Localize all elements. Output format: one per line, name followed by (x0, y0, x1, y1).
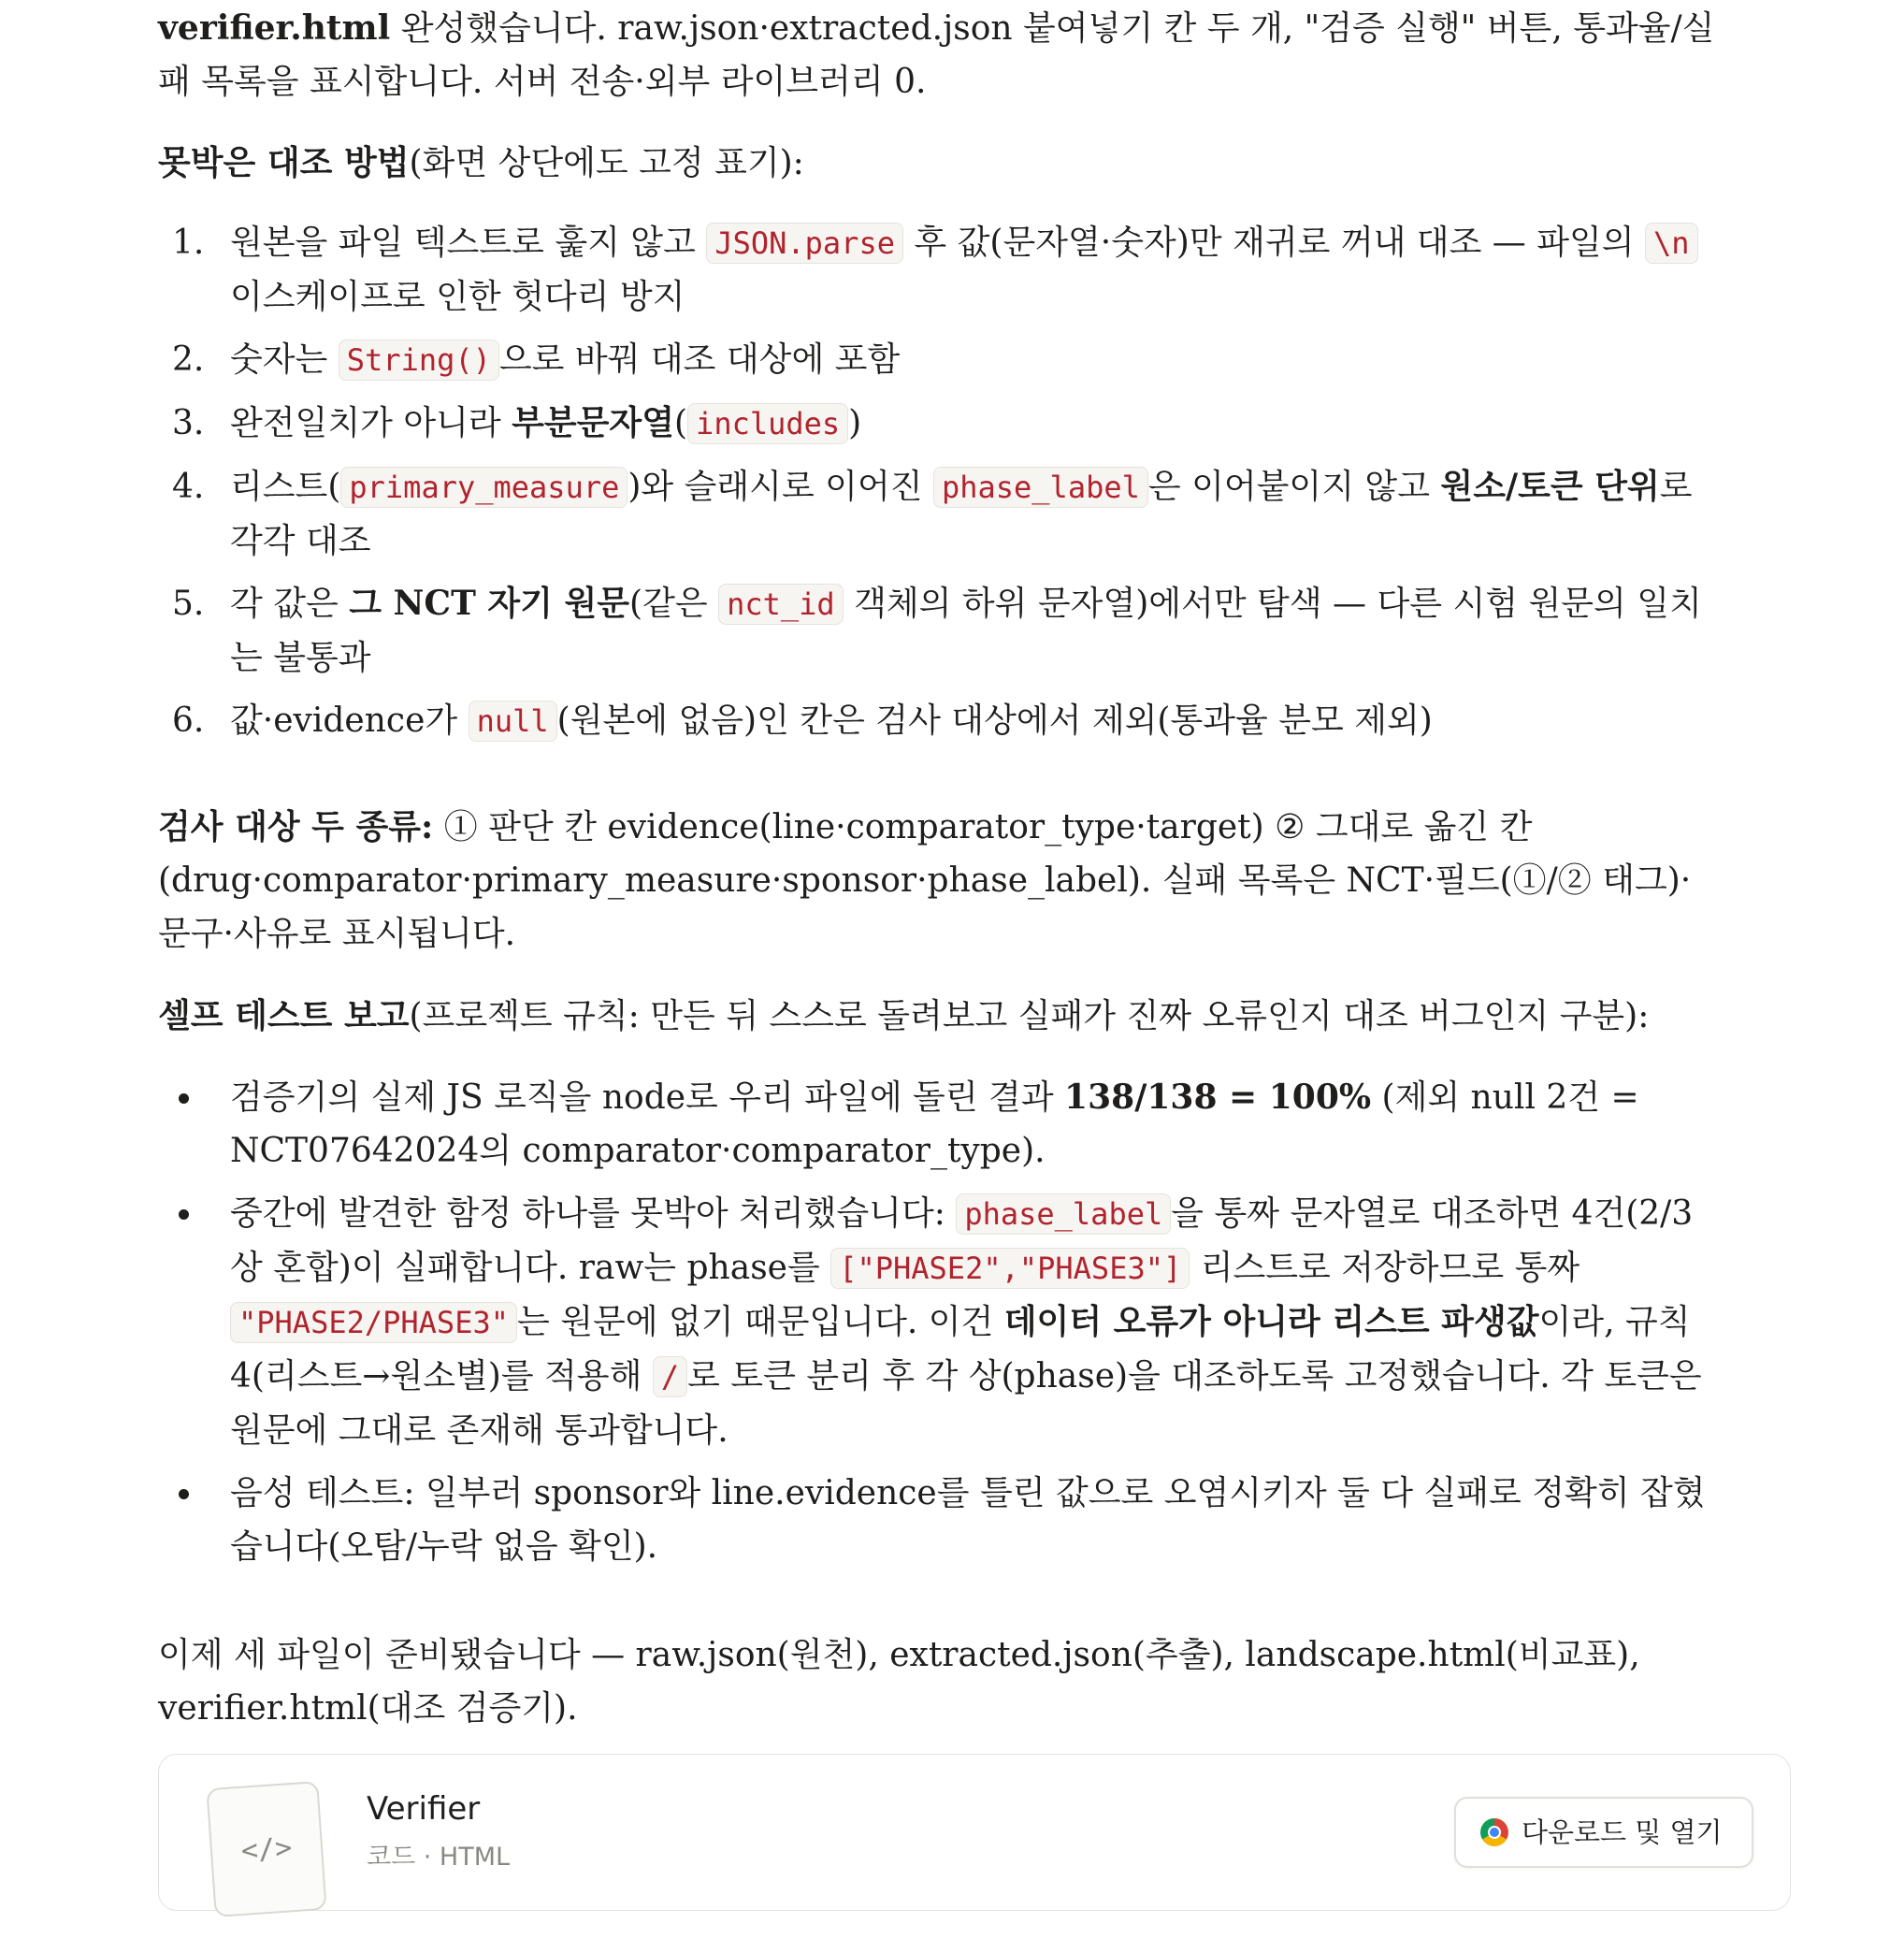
method-item-text: 이스케이프로 인한 헛다리 방지 (230, 278, 685, 316)
bullet-text: (제외 null 2건 = NCT07642024의 comparator·comparator_type). (230, 1078, 1639, 1170)
list-number: 6. (172, 701, 205, 740)
artifact-card[interactable] (158, 1754, 1791, 1911)
bullet-text: 는 원문에 없기 때문입니다. 이건 (516, 1303, 1004, 1341)
bullet-text: 중간에 발견한 함정 하나를 못박아 처리했습니다: (230, 1194, 957, 1233)
selftest-heading-rest: (프로젝트 규칙: 만든 뒤 스스로 돌려보고 실패가 진짜 오류인지 대조 버그인지 구분): (409, 997, 1650, 1035)
method-item-5 (158, 577, 1720, 685)
bullet-dot (179, 1209, 189, 1220)
inline-code: null (469, 701, 557, 742)
list-number: 2. (172, 340, 205, 379)
method-item-text: 값·evidence가 (230, 701, 469, 740)
bullet-bold: 138/138 = 100% (1064, 1077, 1372, 1117)
method-item-text: 은 이어붙이지 않고 (1147, 468, 1441, 506)
list-number: 1. (172, 224, 205, 262)
method-item-3 (158, 397, 1720, 451)
method-item-text: 원본을 파일 텍스트로 훑지 않고 (230, 224, 707, 262)
method-item-text: 로 각각 대조 (230, 468, 1693, 560)
inline-code: phase_label (933, 467, 1148, 508)
inline-code: ["PHASE2","PHASE3"] (830, 1248, 1190, 1289)
bullet-text: 음성 테스트: 일부러 sponsor와 line.evidence를 틀린 값으로 오염시키자 둘 다 실패로 정확히 잡혔습니다(오탐/누락 없음 확인). (230, 1474, 1706, 1566)
method-item-6 (158, 694, 1720, 748)
selftest-heading (158, 990, 1720, 1043)
targets-paragraph (158, 801, 1720, 961)
method-item-text: ( (674, 404, 688, 442)
bullet-text: 리스트로 저장하므로 통짜 (1190, 1249, 1580, 1287)
method-item-bold: 그 NCT 자기 원문 (349, 584, 630, 623)
method-heading-rest: (화면 상단에도 고정 표기): (409, 144, 804, 182)
outro-paragraph: 이제 세 파일이 준비됐습니다 — raw.json(원천), extracted.json(추출), landscape.html(비교표), verifier.html(대조 검증기). (158, 1636, 1640, 1728)
method-item-text: 객체의 하위 문자열)에서만 탐색 — 다른 시험 원문의 일치는 불통과 (230, 585, 1702, 677)
intro-filename: verifier.html (158, 8, 391, 48)
method-item-bold: 부분문자열 (512, 403, 674, 442)
bullet-text: 검증기의 실제 JS 로직을 node로 우리 파일에 돌린 결과 (230, 1078, 1065, 1117)
bullet-dot (179, 1093, 189, 1104)
selftest-list (158, 1071, 1720, 1573)
method-item-text: 완전일치가 아니라 (230, 404, 512, 442)
bullet-text: 을 통짜 문자열로 대조하면 4건(2/3상 혼합)이 실패합니다. raw는 phase를 (230, 1194, 1694, 1287)
artifact-title: Verifier (367, 1790, 481, 1828)
method-item-text: )와 슬래시로 이어진 (627, 468, 933, 506)
download-open-button[interactable] (1454, 1797, 1753, 1868)
inline-code: \n (1645, 223, 1698, 264)
method-item-1 (158, 216, 1720, 324)
targets-heading: 검사 대상 두 종류: (158, 807, 434, 846)
selftest-bullet-2 (158, 1187, 1720, 1457)
inline-code: String() (339, 340, 499, 381)
bullet-text: 로 토큰 분리 후 각 상(phase)을 대조하도록 고정했습니다. 각 토큰은 원문에 그대로 존재해 통과합니다. (230, 1357, 1702, 1450)
artifact-subtitle: 코드 · HTML (367, 1843, 511, 1872)
intro-text: 완성했습니다. raw.json·extracted.json 붙여넣기 칸 두 개, "검증 실행" 버튼, 통과율/실패 목록을 표시합니다. 서버 전송·외부 라이브러리 0. (158, 9, 1715, 101)
inline-code: JSON.parse (706, 223, 903, 264)
method-item-bold: 원소/토큰 단위 (1440, 467, 1660, 506)
method-item-text: 숫자는 (230, 340, 339, 379)
inline-code: "PHASE2/PHASE3" (230, 1302, 517, 1343)
inline-code: / (653, 1356, 687, 1397)
bullet-text: 이라, 규칙 4(리스트→원소별)를 적용해 (230, 1303, 1691, 1396)
method-item-text: 리스트( (230, 468, 341, 506)
method-item-4 (158, 460, 1720, 568)
method-item-text: ) (848, 404, 862, 442)
selftest-bullet-3 (158, 1467, 1720, 1573)
list-number: 5. (172, 585, 205, 623)
inline-code: phase_label (956, 1193, 1171, 1235)
inline-code: includes (687, 403, 848, 444)
method-item-text: 각 값은 (230, 585, 350, 623)
bullet-bold: 데이터 오류가 아니라 리스트 파생값 (1003, 1302, 1539, 1341)
method-item-text: (같은 (629, 585, 719, 623)
method-heading (158, 137, 804, 190)
method-list (158, 216, 1720, 748)
bullet-dot (179, 1489, 189, 1499)
method-item-text: 으로 바꿔 대조 대상에 포함 (498, 340, 901, 379)
chrome-icon (1480, 1818, 1508, 1846)
method-heading-bold: 못박은 대조 방법 (158, 143, 410, 182)
selftest-bullet-1 (158, 1071, 1720, 1178)
inline-code: primary_measure (340, 467, 627, 508)
method-item-2 (158, 333, 1720, 387)
intro-paragraph (158, 2, 1720, 108)
selftest-heading-bold: 셀프 테스트 보고 (158, 996, 410, 1035)
method-item-text: (원본에 없음)인 칸은 검사 대상에서 제외(통과율 분모 제외) (556, 701, 1433, 740)
list-number: 3. (172, 404, 205, 442)
code-file-icon: </> (206, 1781, 326, 1917)
targets-text: ① 판단 칸 evidence(line·comparator_type·target) ② 그대로 옮긴 칸(drug·comparator·primary_measure·sponsor·phase_label). 실패 목록은 NCT·필드(①/② 태그)·문구·사유로 표시됩니다. (158, 808, 1692, 953)
list-number: 4. (172, 468, 205, 506)
inline-code: nct_id (718, 584, 844, 625)
download-open-label: 다운로드 및 열기 (1522, 1815, 1723, 1848)
method-item-text: 후 값(문자열·숫자)만 재귀로 꺼내 대조 — 파일의 (902, 224, 1646, 262)
